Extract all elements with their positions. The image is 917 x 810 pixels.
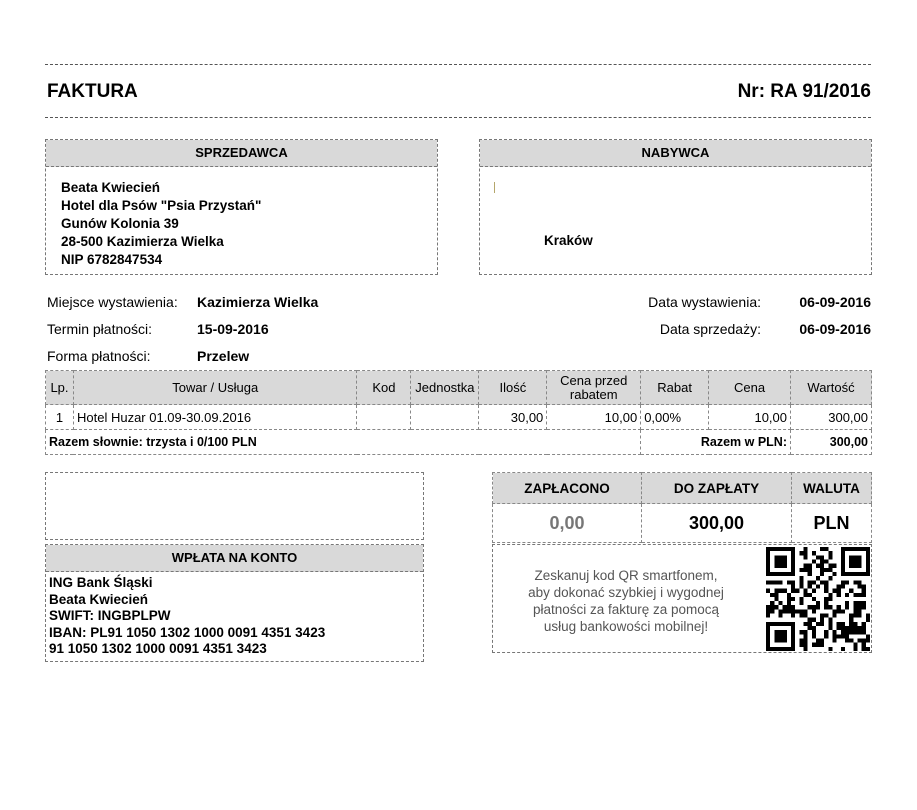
buyer-heading: NABYWCA [480, 140, 871, 167]
place-value: Kazimierza Wielka [197, 294, 319, 310]
cell-discount: 0,00% [641, 405, 709, 430]
bank-line: IBAN: PL91 1050 1302 1000 0091 4351 3423 [49, 624, 326, 640]
qr-instructions [506, 567, 746, 635]
due-label: DO ZAPŁATY [642, 473, 792, 504]
col-price-before: Cena przed rabatem [547, 371, 641, 405]
seller-box [45, 139, 438, 275]
seller-line: Gunów Kolonia 39 [61, 216, 179, 231]
col-discount: Rabat [641, 371, 709, 405]
qr-text-line: płatności za fakturę za pomocą [532, 602, 720, 617]
cell-value: 300,00 [791, 405, 872, 430]
seller-line: Beata Kwiecień [61, 180, 161, 195]
seller-line: Hotel dla Psów "Psia Przystań" [61, 198, 262, 213]
due-date-label: Termin płatności: [47, 321, 153, 337]
payment-method-value: Przelew [197, 348, 250, 364]
payment-summary [492, 472, 872, 543]
total-label: Razem w PLN: [641, 430, 791, 455]
total-value: 300,00 [791, 430, 872, 455]
bank-heading: WPŁATA NA KONTO [46, 545, 423, 572]
seller-line: NIP 6782847534 [61, 252, 163, 267]
notes-box [45, 472, 424, 540]
currency-label: WALUTA [792, 473, 872, 504]
cell-price: 10,00 [709, 405, 791, 430]
col-code: Kod [357, 371, 411, 405]
bank-details [46, 572, 423, 658]
col-qty: Ilość [479, 371, 547, 405]
place-label: Miejsce wystawienia: [47, 294, 178, 310]
col-unit: Jednostka [411, 371, 479, 405]
seller-line: 28-500 Kazimierza Wielka [61, 234, 224, 249]
amount-due-value: 300,00 [642, 504, 792, 543]
qr-text-line: aby dokonać szybkiej i wygodnej [528, 585, 724, 600]
top-divider [45, 64, 871, 65]
table-header-row [46, 371, 872, 405]
items-table [45, 370, 872, 455]
qr-text-line: Zeskanuj kod QR smartfonem, [534, 568, 718, 583]
sale-date-value: 06-09-2016 [799, 321, 871, 337]
paid-label: ZAPŁACONO [493, 473, 642, 504]
cell-qty: 30,00 [479, 405, 547, 430]
issue-date-value: 06-09-2016 [799, 294, 871, 310]
buyer-box [479, 139, 872, 275]
buyer-city: Kraków [544, 233, 593, 248]
payment-method-label: Forma płatności: [47, 348, 151, 364]
header-divider [45, 117, 871, 118]
cell-unit [411, 405, 479, 430]
col-value: Wartość [791, 371, 872, 405]
paid-value: 0,00 [493, 504, 642, 543]
cell-code [357, 405, 411, 430]
invoice-number: Nr: RA 91/2016 [737, 81, 871, 102]
currency-value: PLN [792, 504, 872, 543]
due-date-value: 15-09-2016 [197, 321, 269, 337]
qr-text-line: usług bankowości mobilnej! [543, 619, 709, 634]
cell-price-before: 10,00 [547, 405, 641, 430]
summary-row [46, 430, 872, 455]
table-row [46, 405, 872, 430]
bank-line: SWIFT: INGBPLPW [49, 608, 171, 623]
bank-line: 91 1050 1302 1000 0091 4351 3423 [49, 641, 267, 656]
bank-line: Beata Kwiecień [49, 591, 149, 607]
bank-line: ING Bank Śląski [49, 575, 153, 590]
col-price: Cena [709, 371, 791, 405]
sale-date-label: Data sprzedaży: [659, 321, 761, 337]
cell-lp: 1 [46, 405, 74, 430]
text-cursor [494, 182, 495, 193]
seller-details [46, 167, 437, 269]
col-lp: Lp. [46, 371, 74, 405]
cell-name: Hotel Huzar 01.09-30.09.2016 [73, 405, 356, 430]
col-name: Towar / Usługa [73, 371, 356, 405]
invoice-title: FAKTURA [47, 81, 138, 102]
bank-box [45, 544, 424, 662]
qr-code-icon [766, 546, 870, 652]
amount-in-words: Razem słownie: trzysta i 0/100 PLN [46, 430, 641, 455]
seller-heading: SPRZEDAWCA [46, 140, 437, 167]
issue-date-label: Data wystawienia: [648, 294, 761, 310]
